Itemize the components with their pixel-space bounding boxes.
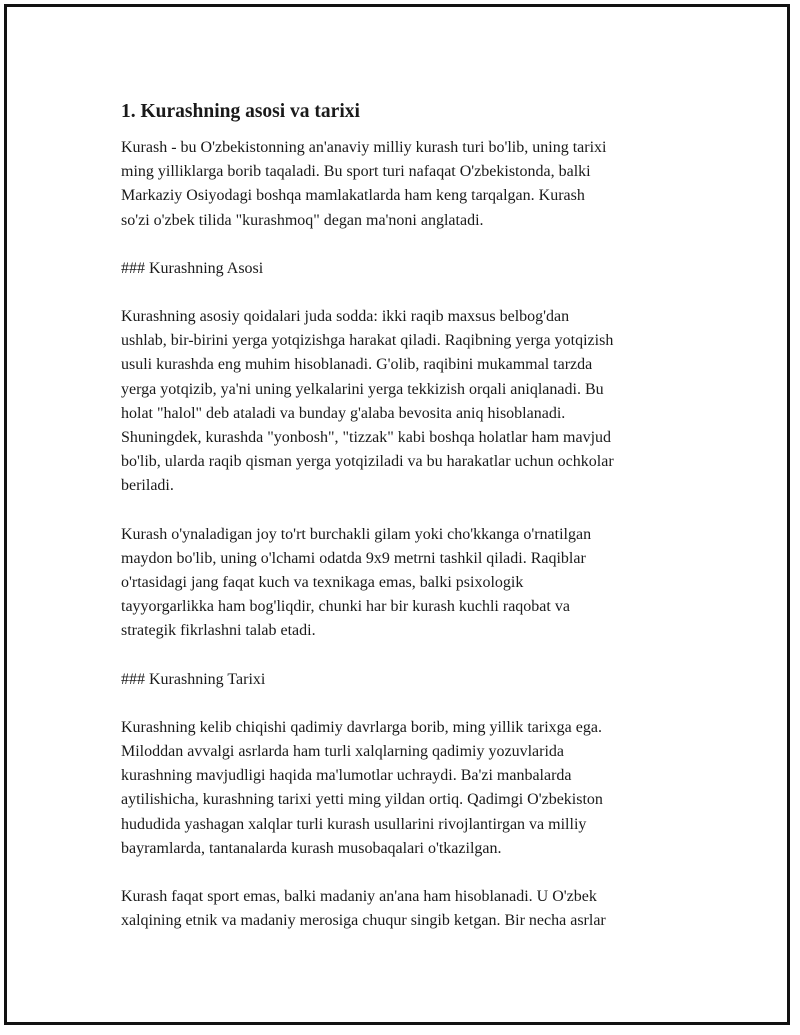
- paragraph-line: Shuningdek, kurashda "yonbosh", "tizzak" kabi boshqa holatlar ham mavjud: [121, 429, 612, 447]
- paragraph-line: usuli kurashda eng muhim hisoblanadi. G'olib, raqibini mukammal tarzda: [121, 356, 593, 374]
- page-frame: [4, 4, 790, 1025]
- paragraph-line: Kurash faqat sport emas, balki madaniy an'ana ham hisoblanadi. U O'zbek: [121, 888, 597, 906]
- paragraph: [121, 136, 701, 233]
- paragraph-line: Kurashning kelib chiqishi qadimiy davrlarga borib, ming yillik tarixga ega.: [121, 718, 602, 736]
- paragraph-line: ushlab, bir-birini yerga yotqizishga harakat qiladi. Raqibning yerga yotqizish: [121, 332, 614, 350]
- paragraph: [121, 885, 701, 933]
- paragraph-line: holat "halol" deb ataladi va bunday g'alaba bevosita aniq hisoblanadi.: [121, 404, 566, 422]
- section-subheading: ### Kurashning Tarixi: [121, 670, 266, 688]
- paragraph-line: Kurashning asosiy qoidalari juda sodda: ikki raqib maxsus belbog'dan: [121, 308, 570, 326]
- paragraph-line: beriladi.: [121, 477, 174, 495]
- paragraph: [121, 305, 701, 499]
- paragraph-line: Miloddan avvalgi asrlarda ham turli xalqlarning qadimiy yozuvlarida: [121, 743, 564, 761]
- section-subheading: ### Kurashning Asosi: [121, 259, 264, 277]
- paragraph: [121, 523, 701, 644]
- paragraph-line: aytilishicha, kurashning tarixi yetti ming yildan ortiq. Qadimgi O'zbekiston: [121, 791, 603, 809]
- document-body: [121, 99, 701, 957]
- paragraph-line: hududida yashagan xalqlar turli kurash usullarini rivojlantirgan va milliy: [121, 815, 587, 833]
- paragraph-line: tayyorgarlikka ham bog'liqdir, chunki har bir kurash kuchli raqobat va: [121, 598, 570, 616]
- paragraph-line: Markaziy Osiyodagi boshqa mamlakatlarda ham keng tarqalgan. Kurash: [121, 187, 585, 205]
- paragraph-line: bo'lib, ularda raqib qisman yerga yotqiziladi va bu harakatlar uchun ochkolar: [121, 453, 614, 471]
- paragraph-line: kurashning mavjudligi haqida ma'lumotlar uchraydi. Ba'zi manbalarda: [121, 767, 572, 785]
- paragraph-line: bayramlarda, tantanalarda kurash musobaqalari o'tkazilgan.: [121, 839, 502, 857]
- paragraph-line: Kurash - bu O'zbekistonning an'anaviy milliy kurash turi bo'lib, uning tarixi: [121, 139, 607, 156]
- paragraph-line: ming yilliklarga borib taqaladi. Bu sport turi nafaqat O'zbekistonda, balki: [121, 163, 591, 181]
- paragraph-line: Kurash o'ynaladigan joy to'rt burchakli gilam yoki cho'kkanga o'rnatilgan: [121, 525, 592, 543]
- paragraph: [121, 716, 701, 861]
- paragraph-line: maydon bo'lib, uning o'lchami odatda 9x9 metrni tashkil qiladi. Raqiblar: [121, 549, 586, 567]
- paragraph-line: xalqining etnik va madaniy merosiga chuqur singib ketgan. Bir necha asrlar: [121, 912, 606, 930]
- document-title: 1. Kurashning asosi va tarixi: [121, 101, 360, 122]
- paragraph-line: so'zi o'zbek tilida "kurashmoq" degan ma'noni anglatadi.: [121, 211, 484, 229]
- paragraph-line: strategik fikrlashni talab etadi.: [121, 622, 316, 640]
- paragraph-line: o'rtasidagi jang faqat kuch va texnikaga emas, balki psixologik: [121, 574, 524, 592]
- paragraph-line: yerga yotqizib, ya'ni uning yelkalarini yerga tekkizish orqali aniqlanadi. Bu: [121, 380, 604, 398]
- document-blocks: [121, 136, 701, 933]
